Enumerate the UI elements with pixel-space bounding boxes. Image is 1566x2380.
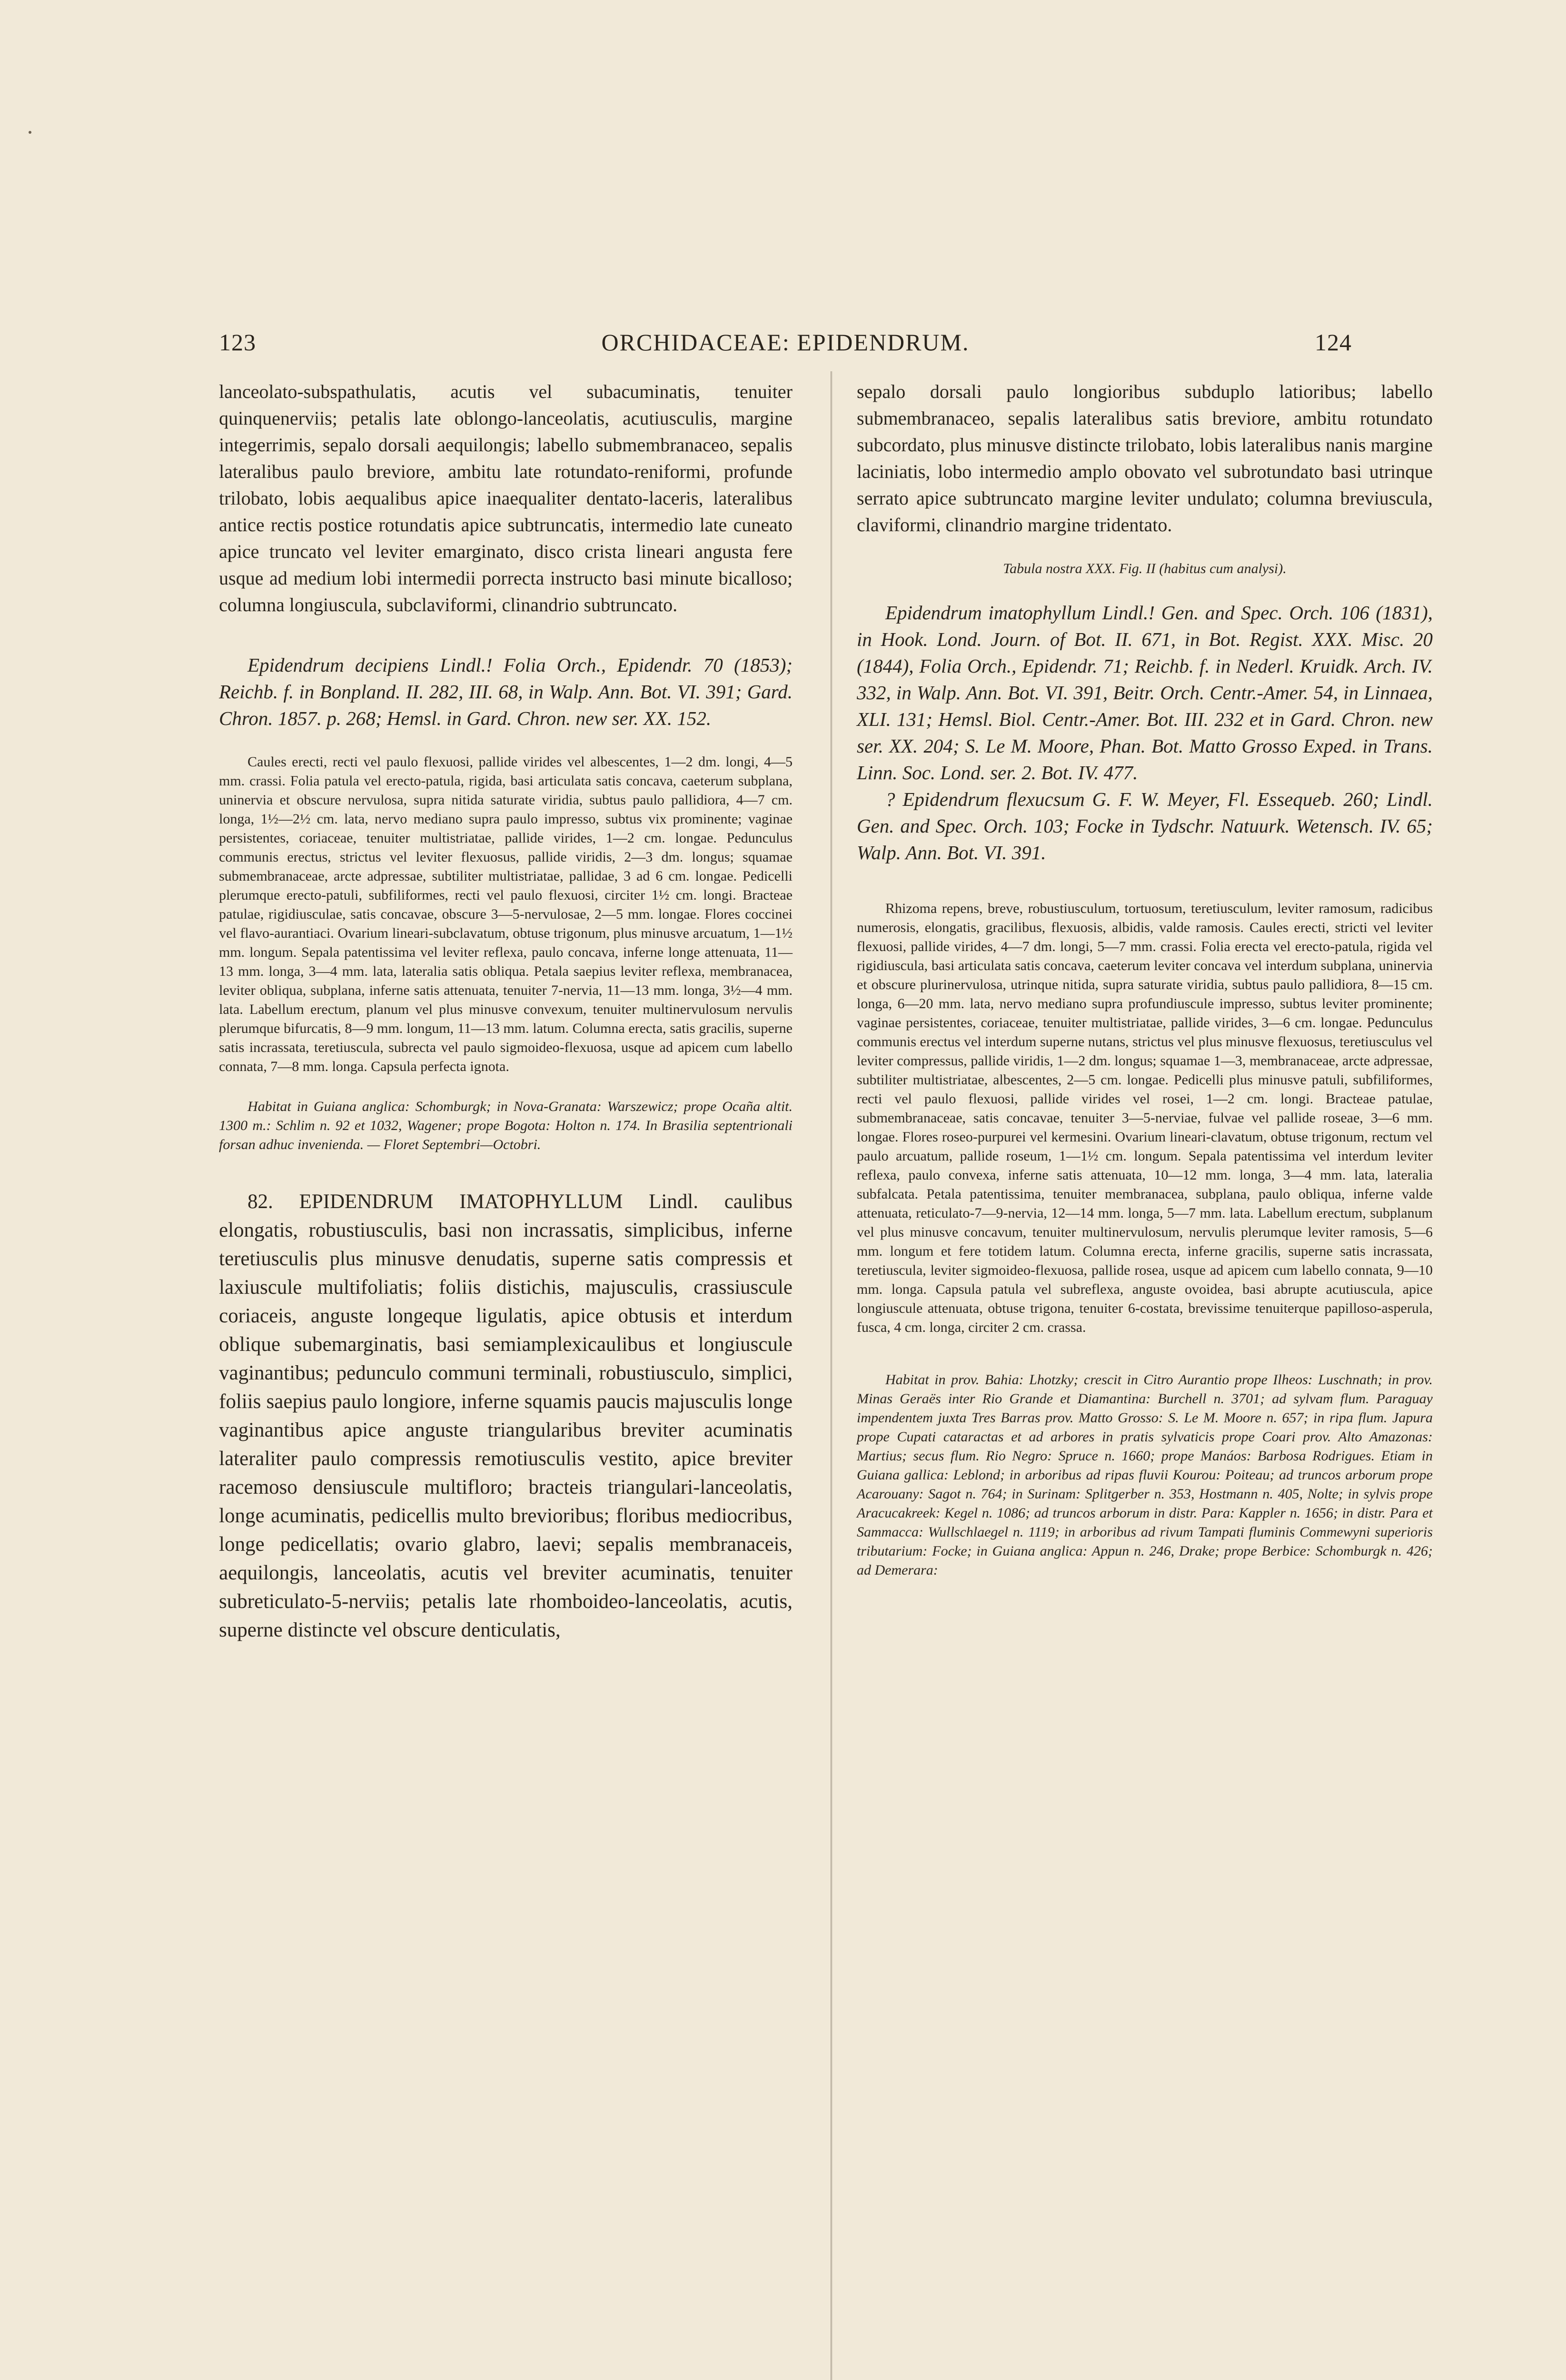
right-paragraph-continued: sepalo dorsali paulo longioribus subduplo latioribus; labello submembranaceo, sepalis lateralibus satis breviore, ambitu rotundato subcordato, plus minusve distincte trilobato, lobis lateralibus nanis margine laciniatis, lobo intermedio amplo obovato vel subrotundato basi utrinque serrato apice subtruncato margine leviter undulato; columna breviuscula, claviformi, clinandrio margine tridentato. xyxy=(857,381,1433,536)
imatophyllum-description: Rhizoma repens, breve, robustiusculum, tortuosum, teretiusculum, leviter ramosum, radicibus numerosis, elongatis, gracilibus, flexuosis, albidis, valde ramosis. Caules erecti, stricti vel leviter flexuosi, pallide virides, 4—7 dm. longi, 5—7 mm. crassi. Folia erecta vel erecto-patula, rigida vel rigidiuscula, basi articulata satis concava, caeterum leviter concava vel interdum subplana, uninervia et obscure plurinervulosa, utrinque nitida, supra saturate viridia, subtus paulo pallidiora, 8—15 cm. longa, 6—20 mm. lata, nervo mediano supra profundiuscule impresso, subtus leviter prominente; vaginae persistentes, coriaceae, tenuiter multistriatae, pallide virides, 3—6 cm. longae. Pedunculus communis erectus vel interdum superne nutans, strictus vel plus minusve flexuosus, teretiusculus vel leviter compressus, pallide viridis, 1—2 dm. longus; squamae 1—3, membranaceae, arcte adpressae, subtiliter multistriatae, albescentes, 2—5 cm. longae. Pedicelli plus minusve patuli, subfiliformes, recti vel paulo flexuosi, pallide virides vel rosei, 1—2 cm. longi. Bracteae patulae, submembranaceae, satis concavae, tenuiter 3—5-nerviae, fulvae vel pallide roseae, 3—6 mm. longae. Flores roseo-purpurei vel kermesini. Ovarium lineari-clavatum, obtuse trigonum, rectum vel paulo arcuatum, pallide roseum, 1—1½ cm. longum. Sepala patentissima vel interdum leviter reflexa, paulo convexa, inferne satis attenuata, 10—12 mm. longa, 3—4 mm. lata, lateralia subfalcata. Petala patentissima, tenuiter membranacea, subplana, paulo obliqua, inferne valde attenuata, reticulato-7—9-nervia, 12—14 mm. longa, 5—7 mm. lata. Labellum erectum, subplanum vel plus minusve concavum, tenuiter multinervulosum, nervulis plerumque leviter ramosis, 5—6 mm. longum et fere totidem latum. Columna erecta, inferne gracilis, superne satis incrassata, teretiuscula, leviter sigmoideo-flexuosa, pallide rosea, usque ad apicem cum labello connata, 9—10 mm. longa. Capsula patula vel subreflexa, anguste ovoidea, basi abrupte acutiuscula, apice longiuscule attenuata, obtuse trigona, tenuiter 6-costata, brevissime tenuiterque papilloso-asperula, fusca, 4 cm. longa, circiter 2 cm. crassa. xyxy=(857,901,1433,1335)
page-header xyxy=(219,328,1352,371)
species-82-heading: 82. EPIDENDRUM IMATOPHYLLUM Lindl. xyxy=(248,1190,698,1213)
right-column xyxy=(857,378,1433,1580)
decipiens-habitat: Habitat in Guiana anglica: Schomburgk; in Nova-Granata: Warszewicz; prope Ocaña altit. 1300 m.: Schlim n. 92 et 1032, Wagener; prope Bogota: Holton n. 174. In Brasilia septentrionali forsan adhuc invenienda. — Floret Septembri—Octobri. xyxy=(219,1099,793,1152)
page-number-right: 124 xyxy=(1315,329,1352,356)
plate-reference: Tabula nostra XXX. Fig. II (habitus cum analysi). xyxy=(1003,561,1287,576)
species-82-diagnosis: caulibus elongatis, robustiusculis, basi non incrassatis, simplicibus, inferne teretiusculis plus minusve denudatis, superne satis compressis et laxiuscule multifoliatis; foliis distichis, majusculis, crassiuscule coriaceis, anguste longeque ligulatis, apice obtusis et interdum oblique subemarginatis, basi semiamplexicaulibus et longiuscule vaginantibus; pedunculo communi terminali, robustiusculo, simplici, foliis saepius paulo longiore, inferne squamis paucis majusculis longe vaginantibus apice anguste triangularibus breviter acuminatis lateraliter paulo compressis remotiusculis vestito, apice breviter racemoso densiuscule multifloro; bracteis triangulari-lanceolatis, longe acuminatis, pedicellis multo brevioribus; floribus mediocribus, longe pedicellatis; ovario glabro, laevi; sepalis membranaceis, aequilongis, lanceolatis, acutis vel breviter acuminatis, tenuiter subreticulato-5-nerviis; petalis late rhomboideo-lanceolatis, acutis, superne distincte vel obscure denticulatis, xyxy=(219,1190,793,1641)
column-divider xyxy=(831,371,832,2380)
page-number-left: 123 xyxy=(219,329,256,356)
flexuosum-synonymy: ? Epidendrum flexucsum G. F. W. Meyer, Fl. Essequeb. 260; Lindl. Gen. and Spec. Orch. 103; Focke in Tydschr. Natuurk. Wetensch. IV. 65; Walp. Ann. Bot. VI. 391. xyxy=(857,788,1433,863)
species-82-entry xyxy=(219,1188,793,1645)
paper-speck xyxy=(29,131,31,134)
imatophyllum-habitat: Habitat in prov. Bahia: Lhotzky; crescit in Citro Aurantio prope Ilheos: Luschnath; in prov. Minas Geraës inter Rio Grande et Diamantina: Burchell n. 3701; ad sylvam flum. Paraguay impendentem juxta Tres Barras prov. Matto Grosso: S. Le M. Moore n. 657; in ripa flum. Japura prope Cupati cataractas et ad arbores in pratis sylvaticis prope Coari prov. Alto Amazonas: Martius; secus flum. Rio Negro: Spruce n. 1660; prope Manáos: Barbosa Rodrigues. Etiam in Guiana gallica: Leblond; in arboribus ad ripas fluvii Kourou: Poiteau; ad truncos arborum prope Acarouany: Sagot n. 764; in Surinam: Splitgerber n. 353, Hostmann n. 405, Nolte; in sylvis prope Aracucakreek: Kegel n. 1086; ad truncos arborum in distr. Para: Kappler n. 1656; in distr. Para et Sammacca: Wullschlaegel n. 1119; in arboribus ad rivum Tampati fluminis Commewyni superioris tributarium: Focke; in Guiana anglica: Appun n. 246, Drake; prope Berbice: Schomburgk n. 426; ad Demerara: xyxy=(857,1372,1433,1578)
running-title: ORCHIDACEAE: EPIDENDRUM. xyxy=(601,329,970,356)
decipiens-synonymy: Epidendrum decipiens Lindl.! Folia Orch., Epidendr. 70 (1853); Reichb. f. in Bonpland. II. 282, III. 68, in Walp. Ann. Bot. VI. 391; Gard. Chron. 1857. p. 268; Hemsl. in Gard. Chron. new ser. XX. 152. xyxy=(219,654,793,729)
decipiens-description: Caules erecti, recti vel paulo flexuosi, pallide virides vel albescentes, 1—2 dm. longi, 4—5 mm. crassi. Folia patula vel erecto-patula, rigida, basi articulata satis concava, caeterum subplana, uninervia et obscure nervulosa, supra nitida saturate viridia, subtus paulo pallidiora, 4—7 cm. longa, 1½—2½ cm. lata, nervo mediano supra paulo impresso, subtus vix prominente; vaginae persistentes, coriaceae, tenuiter multistriatae, pallide virides, 1—2 cm. longae. Pedunculus communis erectus, strictus vel leviter flexuosus, pallide viridis, 2—3 dm. longus; squamae submembranaceae, arcte adpressae, subtiliter multistriatae, pallidae, 3 ad 6 cm. longae. Pedicelli plerumque erecto-patuli, subfiliformes, recti vel paulo flexuosi, circiter 1½ cm. longi. Bracteae patulae, rigidiusculae, satis concavae, obscure 3—5-nervulosae, 2—5 mm. longae. Flores coccinei vel flavo-aurantiaci. Ovarium lineari-subclavatum, obtuse trigonum, plus minusve arcuatum, 1—1½ mm. longum. Sepala patentissima vel leviter reflexa, paulo concava, inferne longe attenuata, 11—13 mm. longa, 3—4 mm. lata, lateralia satis obliqua. Petala saepius leviter reflexa, membranacea, leviter obliqua, subplana, inferne satis attenuata, tenuiter 7-nervia, 11—13 mm. longa, 3½—4 mm. lata. Labellum erectum, planum vel plus minusve convexum, tenuiter multinervulosum nervulis plerumque bifurcatis, 8—9 mm. longum, 11—13 mm. latum. Columna erecta, satis gracilis, superne satis incrassata, teretiuscula, subrecta vel paulo sigmoideo-flexuosa, usque ad apicem cum labello connata, 7—8 mm. longa. Capsula perfecta ignota. xyxy=(219,754,793,1074)
left-paragraph-continued: lanceolato-subspathulatis, acutis vel subacuminatis, tenuiter quinquenerviis; petalis late oblongo-lanceolatis, acutiusculis, margine integerrimis, sepalo dorsali aequilongis; labello submembranaceo, sepalis lateralibus paulo breviore, ambitu late rotundato-reniformi, profunde trilobato, lobis aequalibus apice inaequaliter dentato-laceris, lateralibus antice rectis postice rotundatis apice subtruncatis, intermedio late cuneato apice truncato vel leviter emarginato, disco crista lineari angusta fere usque ad medium lobi intermedii porrecta instructo basi minute bicalloso; columna longiuscula, subclaviformi, clinandrio subtruncato. xyxy=(219,381,793,615)
imatophyllum-synonymy: Epidendrum imatophyllum Lindl.! Gen. and Spec. Orch. 106 (1831), in Hook. Lond. Journ. of Bot. II. 671, in Bot. Regist. XXX. Misc. 20 (1844), Folia Orch., Epidendr. 71; Reichb. f. in Nederl. Kruidk. Arch. IV. 332, in Walp. Ann. Bot. VI. 391, Beitr. Orch. Centr.-Amer. 54, in Linnaea, XLI. 131; Hemsl. Biol. Centr.-Amer. Bot. III. 232 et in Gard. Chron. new ser. XX. 204; S. Le M. Moore, Phan. Bot. Matto Grosso Exped. in Trans. Linn. Soc. Lond. ser. 2. Bot. IV. 477. xyxy=(857,602,1433,783)
left-column xyxy=(219,378,793,1645)
